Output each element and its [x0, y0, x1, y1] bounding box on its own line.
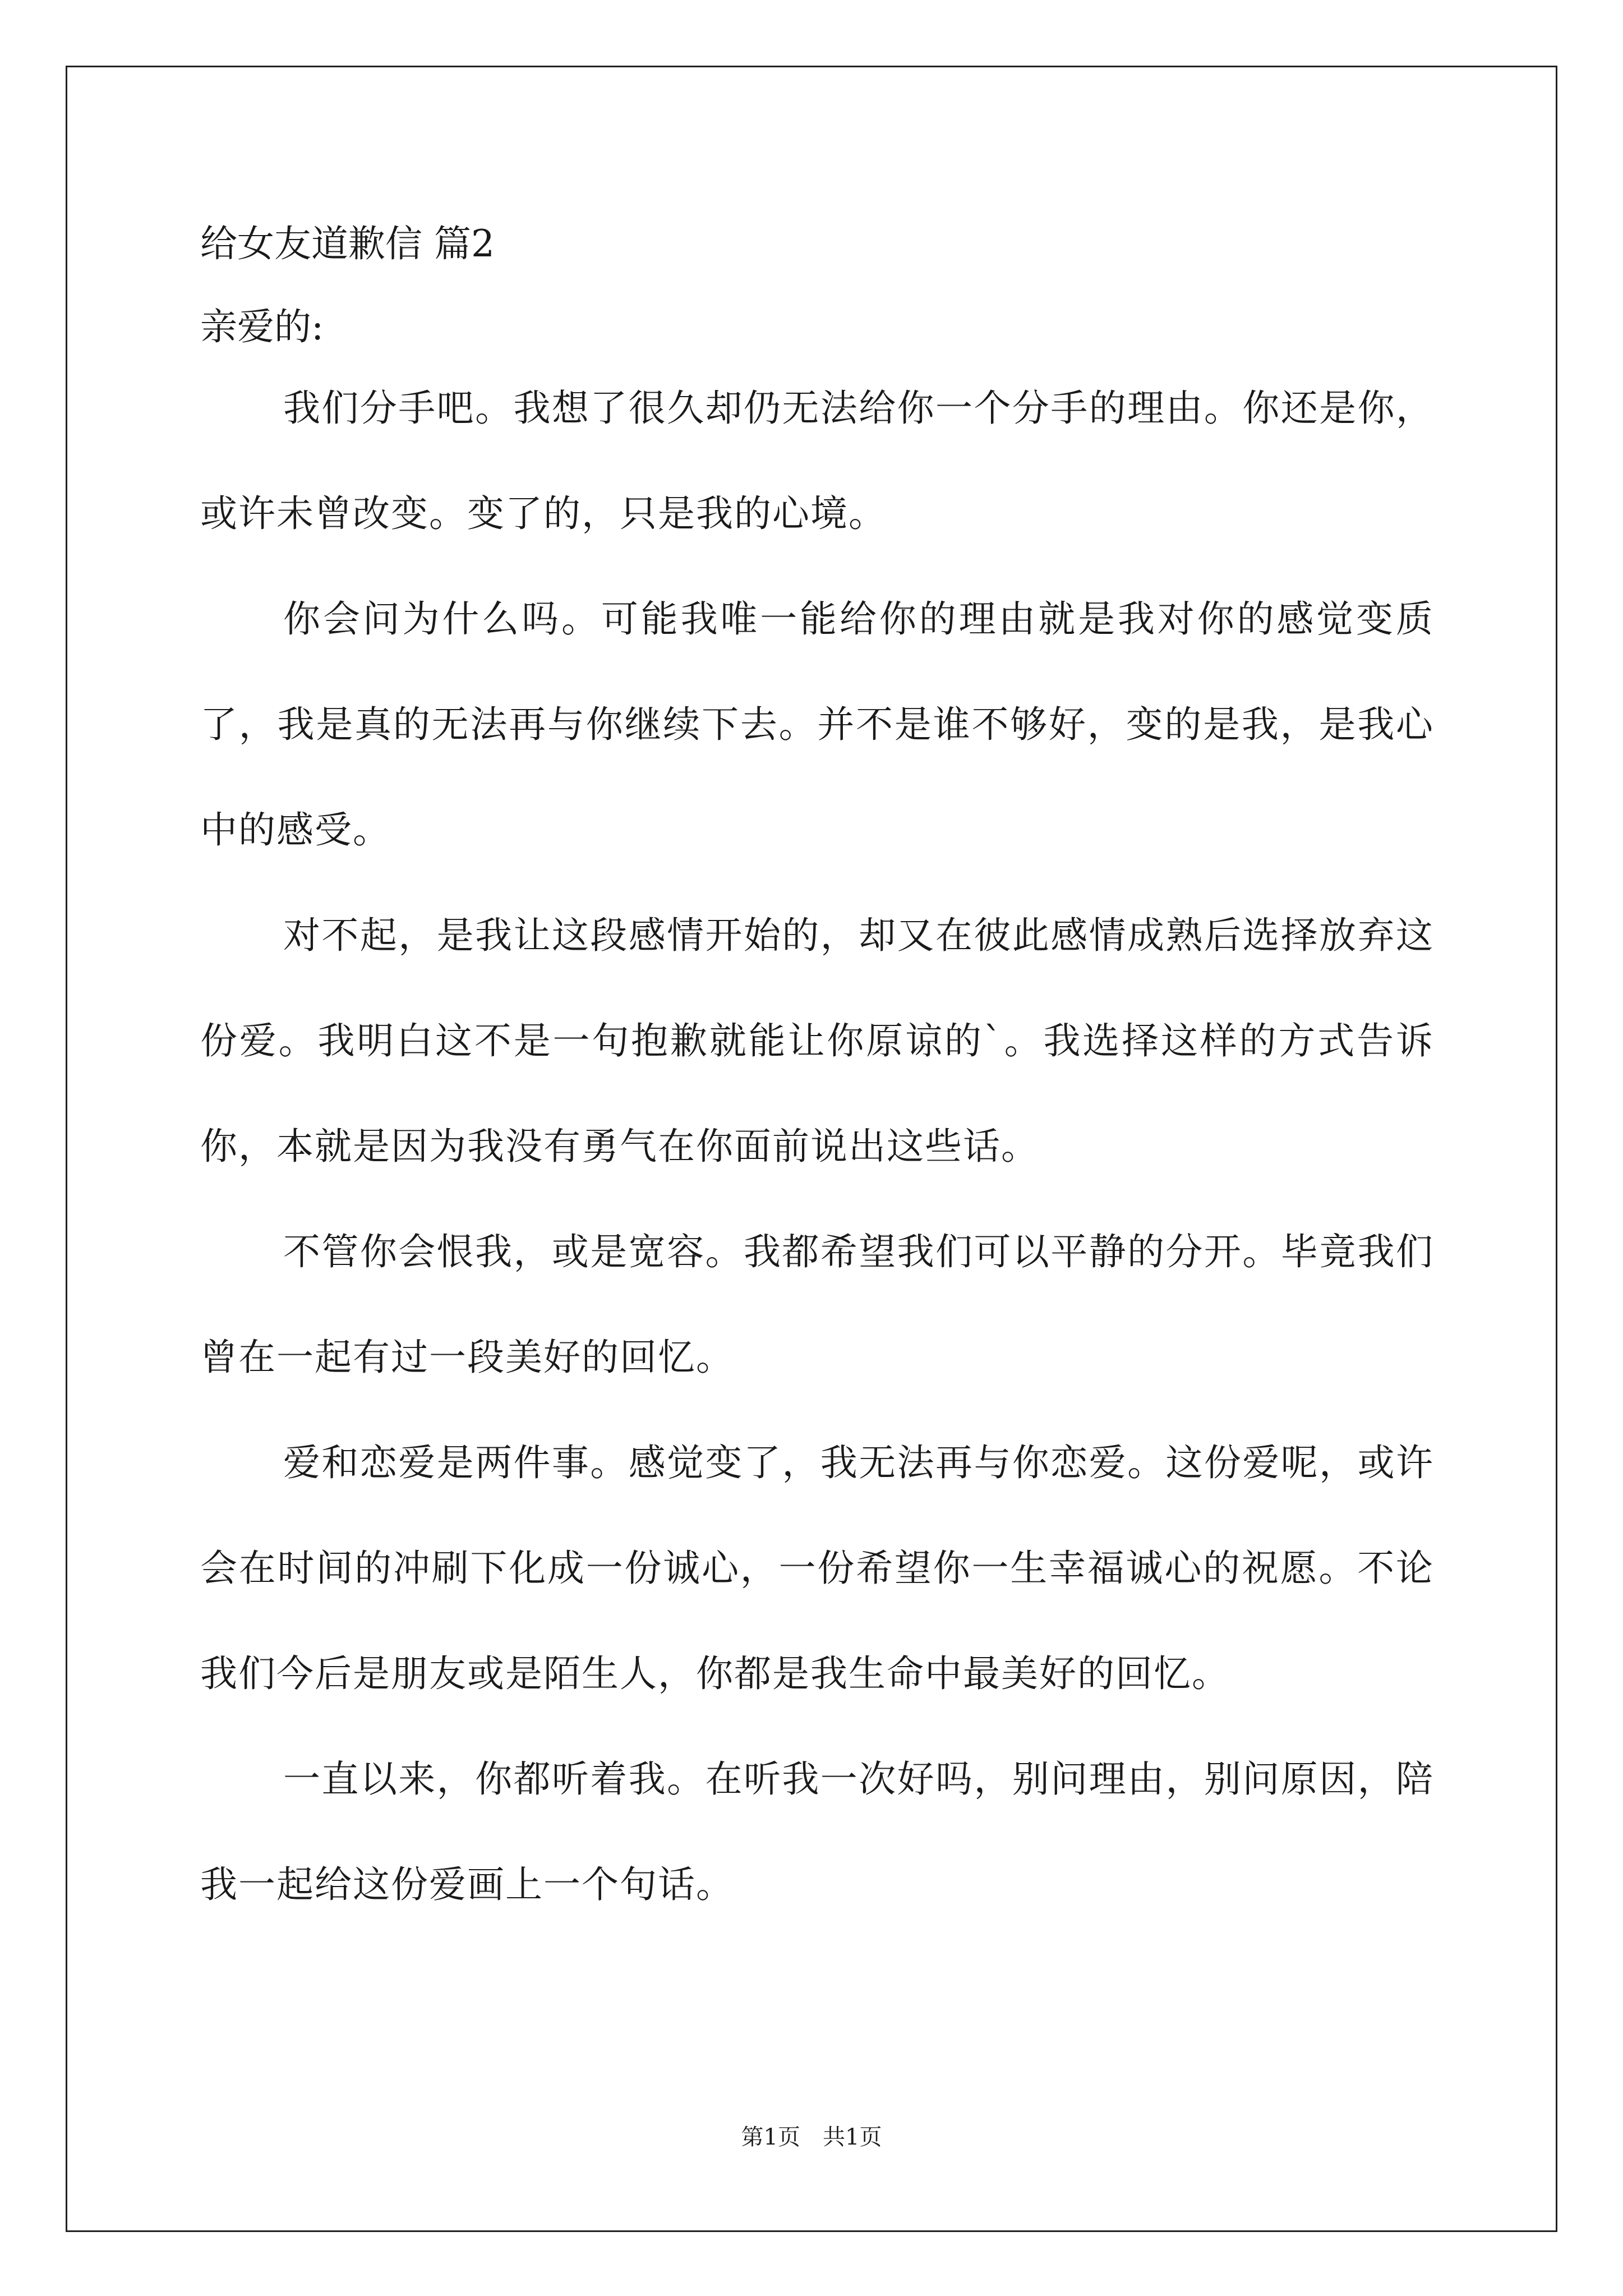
page-total: 共1页 [823, 2124, 882, 2150]
salutation: 亲爱的: [200, 305, 324, 348]
paragraph: 我们分手吧。我想了很久却仍无法给你一个分手的理由。你还是你，或许未曾改变。变了的，只是我的心境。 [200, 386, 1434, 535]
document-body [200, 219, 1434, 1938]
page-number: 第1页 [741, 2124, 800, 2150]
paragraph: 一直以来，你都听着我。在听我一次好吗，别问理由，别问原因，陪我一起给这份爱画上一个句话。 [200, 1757, 1434, 1906]
paragraph: 对不起，是我让这段感情开始的，却又在彼此感情成熟后选择放弃这份爱。我明白这不是一句抱歉就能让你原谅的`。我选择这样的方式告诉你，本就是因为我没有勇气在你面前说出这些话。 [200, 914, 1434, 1168]
page-footer [0, 2123, 1623, 2151]
document-title: 给女友道歉信 篇2 [200, 222, 495, 265]
paragraph: 不管你会恨我，或是宽容。我都希望我们可以平静的分开。毕竟我们曾在一起有过一段美好的回忆。 [200, 1230, 1434, 1379]
paragraph: 爱和恋爱是两件事。感觉变了，我无法再与你恋爱。这份爱呢，或许会在时间的冲刷下化成一份诚心，一份希望你一生幸福诚心的祝愿。不论我们今后是朋友或是陌生人，你都是我生命中最美好的回忆。 [200, 1441, 1434, 1695]
paragraph: 你会问为什么吗。可能我唯一能给你的理由就是我对你的感觉变质了，我是真的无法再与你继续下去。并不是谁不够好，变的是我，是我心中的感受。 [200, 597, 1434, 852]
